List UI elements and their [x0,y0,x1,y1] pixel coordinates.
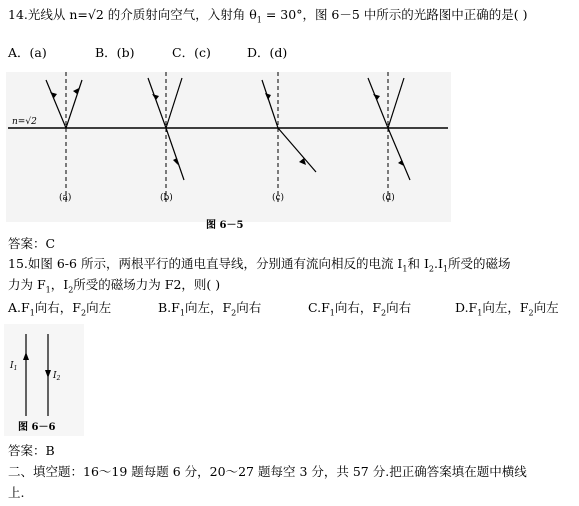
question-number: 14. [8,7,28,22]
q15-option-d: $D.F_1$向左，$F_2$向左 [455,300,559,318]
q14-option-a: A．(a) [8,45,47,60]
panel-label-d: (d) [382,193,395,203]
section-2-heading-cont: 上. [8,485,25,500]
q15-option-c: $C.F_1$向右，$F_2$向右 [308,300,412,318]
question-14-stem: 14.光线从 n=√2 的介质射向空气，入射角 $\theta_1 = 30^\circ$，图 6－5 中所示的光路图中正确的是( ) [8,7,528,25]
panel-label-a: (a) [59,193,72,203]
q15-answer: 答案：B [8,443,55,458]
label-i1: $I_1$ [10,361,18,372]
q14-answer: 答案：C [8,236,56,251]
q14-option-b: B．(b) [95,45,135,60]
q14-option-c: C．(c) [172,45,211,60]
figure-6-5 [6,62,451,234]
q15-option-b: $B.F_1$向左，$F_2$向右 [158,300,262,318]
section-2-heading: 二、填空题：16～19 题每题 6 分，20～27 题每空 3 分，共 57 分.把正确答案填在题中横线 [8,464,527,479]
q14-option-d: D．(d) [247,45,288,60]
question-15-stem-line-1: 15.如图 6-6 所示，两根平行的通电直导线，分别通有流向相反的电流 $I_1$和 $I_2.I_1$所受的磁场 [8,256,511,274]
figure-6-6 [4,324,84,436]
figure-6-5-caption: 图 6－5 [206,220,244,231]
q15-option-a: $A.F_1$向右，$F_2$向左 [8,300,112,318]
figure-6-6-caption: 图 6－6 [18,422,56,433]
medium-label: n=√2 [12,117,37,127]
label-i2: $I_2$ [53,371,61,382]
question-15-stem-line-2: 力为 $F_1$，$I_2$所受的磁场力为 F2，则( ) [8,277,221,295]
panel-label-b: (b) [160,193,173,203]
panel-label-c: (c) [272,193,285,203]
